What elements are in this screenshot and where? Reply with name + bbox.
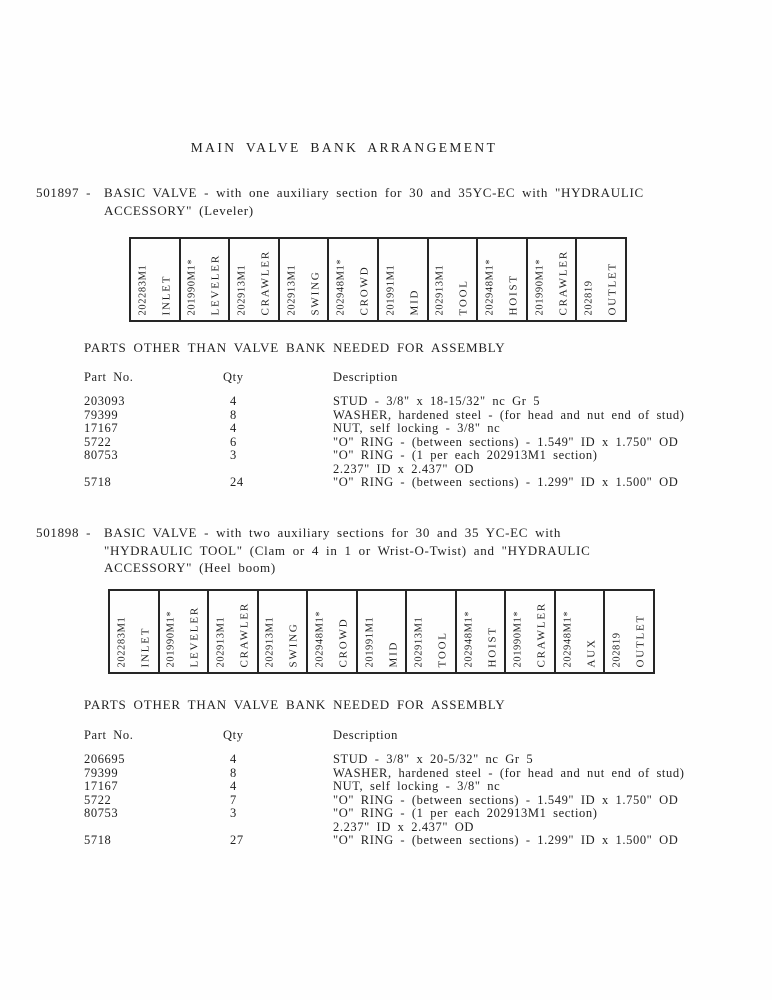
- assembly-heading: [36, 184, 644, 219]
- valve-section-label: TOOL: [457, 278, 470, 315]
- valve-section-label: CROWD: [337, 617, 350, 667]
- valve-section-cell: [605, 591, 653, 672]
- valve-section-cell: [407, 591, 457, 672]
- part-number-cell: 206695: [84, 752, 126, 766]
- valve-section-label: AUX: [585, 637, 598, 667]
- valve-section-label: SWING: [287, 621, 300, 667]
- valve-section-label: HOIST: [507, 273, 520, 315]
- valve-section-label: OUTLET: [606, 261, 619, 315]
- parts-list-heading: PARTS OTHER THAN VALVE BANK NEEDED FOR ASSEMBLY: [84, 697, 506, 712]
- page-title: MAIN VALVE BANK ARRANGEMENT: [190, 140, 498, 155]
- column-header-description: Description: [333, 370, 398, 384]
- valve-section-label: CRAWLER: [259, 249, 272, 315]
- quantity-cell: 6: [230, 434, 237, 449]
- quantity-cell: 24: [230, 475, 244, 489]
- part-number-cell: 203093: [84, 394, 126, 408]
- valve-part-number: 201990M1*: [512, 610, 524, 667]
- valve-part-number: 202819: [583, 279, 595, 315]
- parts-table-row: [84, 807, 772, 834]
- heading-line: ACCESSORY" (Heel boom): [104, 560, 276, 575]
- valve-section-rotated-text: [330, 239, 377, 320]
- valve-part-number: 202913M1: [413, 616, 425, 667]
- valve-section-cell: [280, 239, 330, 320]
- description-line: STUD - 3/8" x 18-15/32" nc Gr 5: [333, 394, 541, 408]
- valve-part-number: 202283M1: [116, 616, 128, 667]
- heading-line: ACCESSORY" (Leveler): [104, 202, 254, 218]
- column-header-part-no: Part No.: [84, 728, 134, 742]
- column-header-description: Description: [333, 728, 398, 742]
- valve-section-cell: [577, 239, 625, 320]
- quantity-cell: 8: [230, 765, 237, 780]
- valve-part-number: 202913M1: [434, 264, 446, 315]
- parts-table-header: [84, 371, 772, 385]
- valve-section-cell: [429, 239, 479, 320]
- valve-section-rotated-text: [280, 239, 327, 320]
- part-number-cell: 17167: [84, 421, 119, 435]
- valve-part-number: 201991M1: [385, 264, 397, 315]
- valve-section-rotated-text: [358, 591, 405, 672]
- heading-line: "HYDRAULIC TOOL" (Clam or 4 in 1 or Wrist-O-Twist) and "HYDRAULIC: [104, 542, 591, 558]
- part-number-cell: 5722: [84, 434, 112, 449]
- quantity-cell: 3: [230, 448, 237, 462]
- column-header-qty: Qty: [223, 728, 244, 742]
- valve-part-number: 201990M1*: [534, 258, 546, 315]
- assembly-description: [104, 524, 590, 577]
- description-line: "O" RING - (1 per each 202913M1 section): [333, 448, 598, 462]
- assembly-description: [104, 184, 644, 219]
- part-number-cell: 5722: [84, 792, 112, 807]
- assembly-number: 501898 -: [36, 525, 92, 540]
- description-line: STUD - 3/8" x 20-5/32" nc Gr 5: [333, 752, 534, 766]
- valve-section-rotated-text: [209, 591, 256, 672]
- description-line: NUT, self locking - 3/8" nc: [333, 779, 501, 793]
- parts-table-header: [84, 729, 772, 743]
- heading-line: BASIC VALVE - with one auxiliary section for 30 and 35YC-EC with "HYDRAULIC: [104, 185, 644, 200]
- description-line: "O" RING - (between sections) - 1.549" ID x 1.750" OD: [333, 792, 679, 807]
- valve-section-label: CRAWLER: [535, 601, 548, 667]
- part-number-cell: 79399: [84, 407, 119, 422]
- description-line: 2.237" ID x 2.437" OD: [333, 461, 475, 476]
- description-cell: [333, 449, 772, 476]
- valve-part-number: 202948M1*: [484, 258, 496, 315]
- description-cell: [333, 794, 772, 808]
- valve-section-cell: [379, 239, 429, 320]
- part-number-cell: 80753: [84, 806, 119, 820]
- parts-table-row: [84, 449, 772, 476]
- parts-table-row: [84, 834, 772, 848]
- parts-table-body: [84, 753, 772, 848]
- description-cell: [333, 834, 772, 848]
- valve-section-rotated-text: [429, 239, 476, 320]
- valve-section-cell: [329, 239, 379, 320]
- valve-part-number: 201991M1: [364, 616, 375, 667]
- valve-part-number: 202948M1*: [463, 610, 475, 667]
- valve-section-rotated-text: [379, 239, 426, 320]
- description-cell: [333, 409, 772, 423]
- valve-bank-table: [129, 237, 627, 322]
- valve-section-cell: [528, 239, 578, 320]
- parts-table-row: [84, 436, 772, 450]
- column-header-qty: Qty: [223, 370, 244, 384]
- valve-section-label: LEVELER: [188, 605, 201, 667]
- part-number-cell: 5718: [84, 475, 112, 489]
- quantity-cell: 3: [230, 806, 237, 820]
- valve-part-number: 202948M1*: [562, 610, 574, 667]
- parts-table-row: [84, 753, 772, 767]
- description-line: WASHER, hardened steel - (for head and nut end of stud): [333, 765, 685, 780]
- description-cell: [333, 395, 772, 409]
- assembly-number: 501897 -: [36, 185, 92, 200]
- description-cell: [333, 780, 772, 794]
- quantity-cell: 4: [230, 394, 237, 408]
- valve-section-label: HOIST: [486, 625, 499, 667]
- valve-part-number: 202913M1: [215, 616, 227, 667]
- valve-section-label: CRAWLER: [557, 249, 570, 315]
- valve-section-label: MID: [408, 288, 421, 315]
- quantity-cell: 27: [230, 833, 244, 847]
- valve-section-rotated-text: [181, 239, 228, 320]
- description-line: "O" RING - (between sections) - 1.549" ID x 1.750" OD: [333, 434, 679, 449]
- part-number-cell: 79399: [84, 765, 119, 780]
- valve-section-rotated-text: [259, 591, 306, 672]
- valve-section-rotated-text: [308, 591, 355, 672]
- description-cell: [333, 422, 772, 436]
- valve-section-cell: [358, 591, 408, 672]
- valve-section-cell: [209, 591, 259, 672]
- valve-section-rotated-text: [230, 239, 277, 320]
- valve-part-number: 201990M1*: [165, 610, 177, 667]
- valve-section-label: MID: [387, 640, 399, 667]
- valve-part-number: 201990M1*: [186, 258, 198, 315]
- parts-table-row: [84, 794, 772, 808]
- heading-line: BASIC VALVE - with two auxiliary sections for 30 and 35 YC-EC with: [104, 525, 562, 540]
- valve-part-number: 202283M1: [137, 264, 149, 315]
- valve-section-cell: [181, 239, 231, 320]
- description-cell: [333, 436, 772, 450]
- valve-part-number: 202913M1: [286, 264, 298, 315]
- parts-table-body: [84, 395, 772, 490]
- valve-section-cell: [478, 239, 528, 320]
- valve-part-number: 202913M1: [264, 616, 276, 667]
- valve-section-rotated-text: [578, 239, 625, 320]
- column-header-part-no: Part No.: [84, 370, 134, 384]
- description-cell: [333, 476, 772, 490]
- valve-section-cell: [230, 239, 280, 320]
- valve-section-label: SWING: [309, 269, 322, 315]
- valve-section-label: LEVELER: [209, 253, 222, 315]
- quantity-cell: 4: [230, 752, 237, 766]
- valve-section-rotated-text: [478, 239, 525, 320]
- valve-section-rotated-text: [131, 239, 178, 320]
- part-number-cell: 17167: [84, 779, 119, 793]
- valve-section-label: INLET: [160, 274, 173, 315]
- valve-section-rotated-text: [110, 591, 157, 672]
- description-cell: [333, 753, 772, 767]
- description-cell: [333, 807, 772, 834]
- valve-section-cell: [259, 591, 309, 672]
- parts-table-row: [84, 767, 772, 781]
- valve-part-number: 202913M1: [236, 264, 248, 315]
- quantity-cell: 4: [230, 779, 237, 793]
- parts-table-row: [84, 780, 772, 794]
- valve-section-cell: [506, 591, 556, 672]
- parts-table-row: [84, 395, 772, 409]
- part-number-cell: 80753: [84, 448, 119, 462]
- valve-section-cell: [457, 591, 507, 672]
- valve-section-cell: [556, 591, 606, 672]
- valve-section-rotated-text: [160, 591, 207, 672]
- valve-section-rotated-text: [457, 591, 504, 672]
- valve-section-label: OUTLET: [634, 613, 647, 667]
- valve-section-rotated-text: [507, 591, 554, 672]
- description-line: "O" RING - (1 per each 202913M1 section): [333, 806, 598, 820]
- quantity-cell: 8: [230, 407, 237, 422]
- valve-section-label: TOOL: [436, 630, 449, 667]
- valve-section-rotated-text: [556, 591, 603, 672]
- valve-part-number: 202948M1*: [314, 610, 326, 667]
- quantity-cell: 7: [230, 792, 237, 807]
- valve-section-label: CRAWLER: [238, 601, 251, 667]
- valve-section-cell: [308, 591, 358, 672]
- description-line: WASHER, hardened steel - (for head and nut end of stud): [333, 407, 685, 422]
- valve-section-cell: [110, 591, 160, 672]
- description-line: 2.237" ID x 2.437" OD: [333, 819, 475, 834]
- assembly-heading: [36, 524, 590, 577]
- valve-section-label: CROWD: [358, 265, 371, 315]
- description-line: "O" RING - (between sections) - 1.299" ID x 1.500" OD: [333, 833, 679, 847]
- valve-part-number: 202948M1*: [335, 258, 347, 315]
- valve-section-cell: [131, 239, 181, 320]
- part-number-cell: 5718: [84, 833, 112, 847]
- parts-list-heading: PARTS OTHER THAN VALVE BANK NEEDED FOR ASSEMBLY: [84, 340, 506, 355]
- valve-section-rotated-text: [408, 591, 455, 672]
- valve-section-rotated-text: [606, 591, 653, 672]
- quantity-cell: 4: [230, 421, 237, 435]
- valve-section-cell: [160, 591, 210, 672]
- valve-bank-table: [108, 589, 655, 674]
- valve-section-rotated-text: [528, 239, 575, 320]
- parts-table-row: [84, 476, 772, 490]
- description-line: "O" RING - (between sections) - 1.299" ID x 1.500" OD: [333, 475, 679, 489]
- parts-table-row: [84, 422, 772, 436]
- valve-part-number: 202819: [611, 631, 623, 667]
- description-cell: [333, 767, 772, 781]
- valve-section-label: INLET: [139, 626, 152, 667]
- parts-table-row: [84, 409, 772, 423]
- description-line: NUT, self locking - 3/8" nc: [333, 421, 501, 435]
